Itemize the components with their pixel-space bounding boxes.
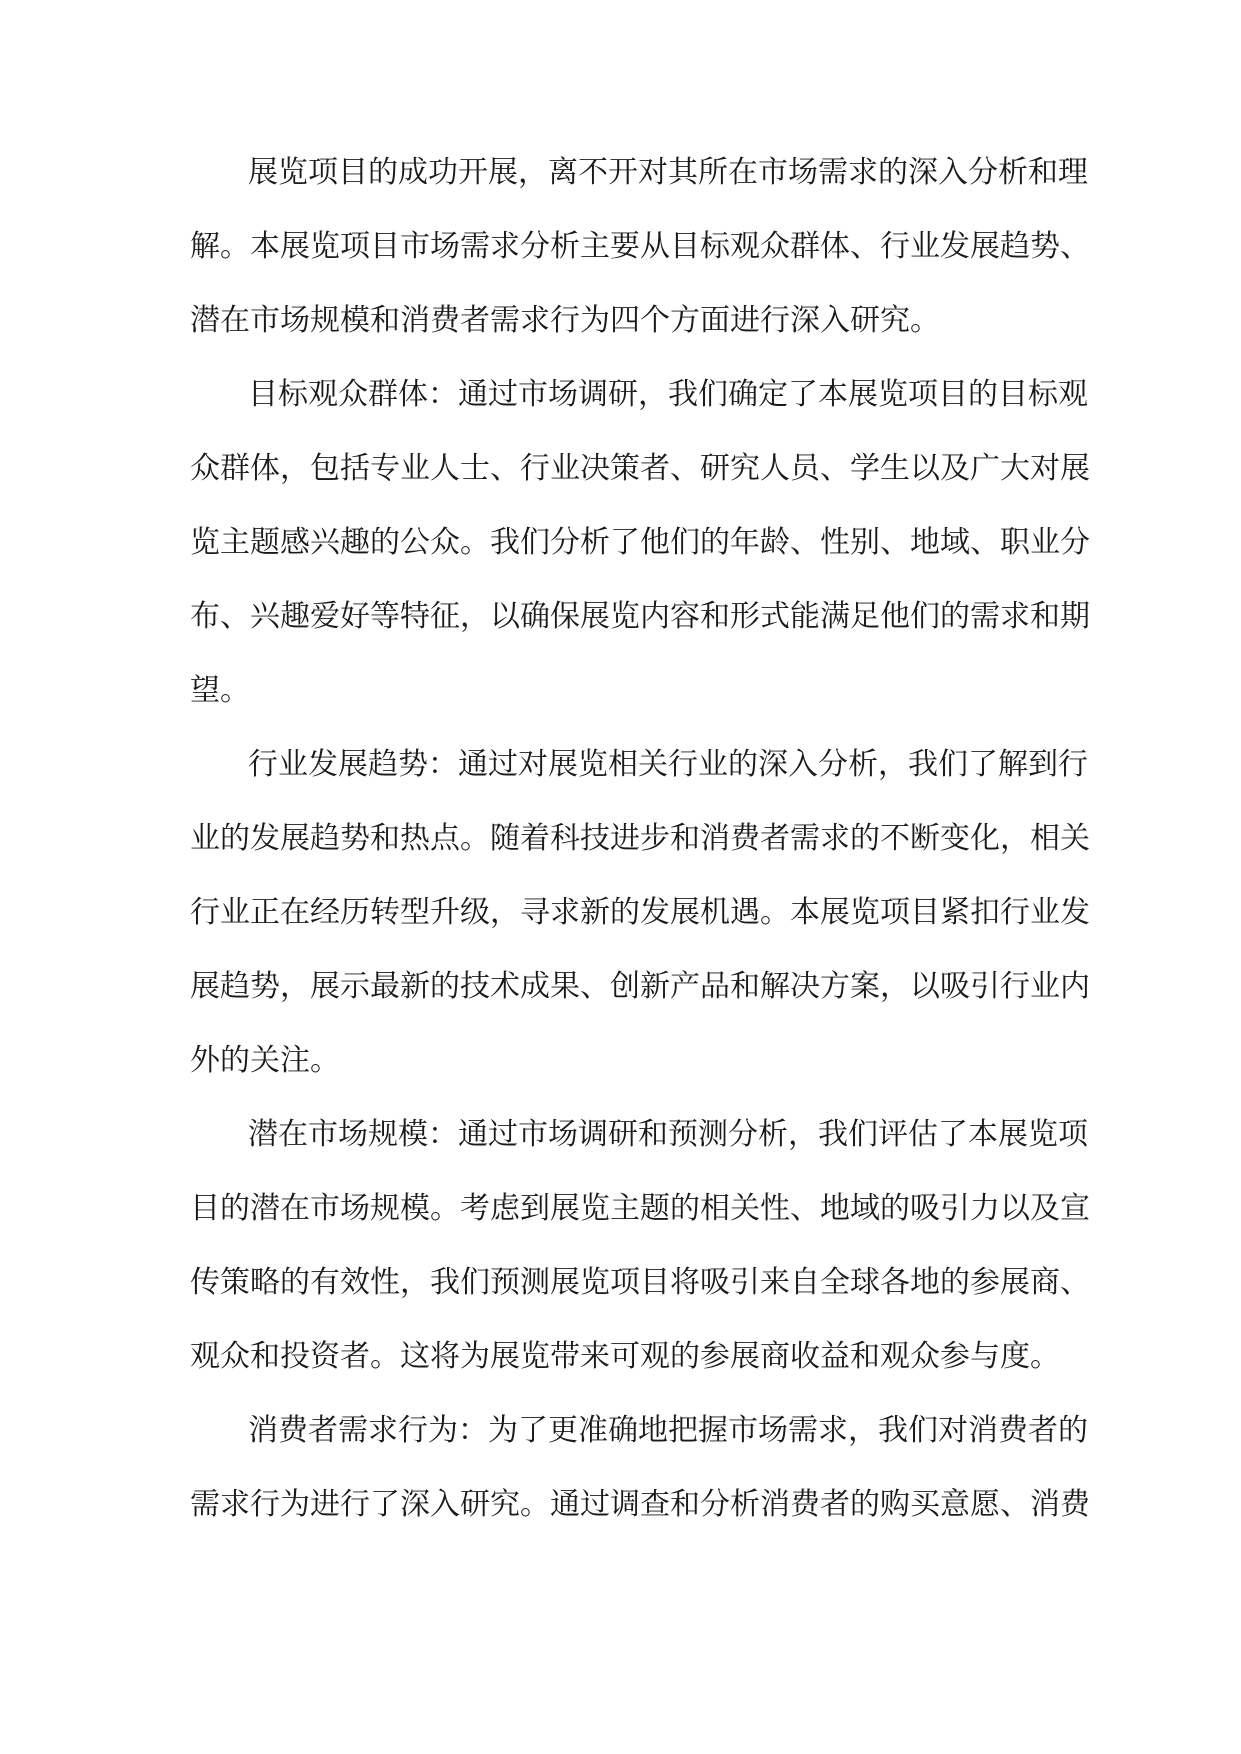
text-line: 目标观众群体：通过市场调研，我们确定了本展览项目的目标观	[248, 378, 1088, 411]
text-line: 潜在市场规模：通过市场调研和预测分析，我们评估了本展览项	[248, 1118, 1088, 1151]
text-line: 望。	[190, 674, 250, 707]
paragraph-industry-trends	[190, 740, 1090, 1110]
paragraph-market-scale	[190, 1110, 1090, 1406]
text-line: 览主题感兴趣的公众。我们分析了他们的年龄、性别、地域、职业分	[190, 526, 1090, 559]
text-line: 行业正在经历转型升级，寻求新的发展机遇。本展览项目紧扣行业发	[190, 896, 1090, 929]
text-line: 展览项目的成功开展，离不开对其所在市场需求的深入分析和理	[248, 156, 1088, 189]
text-line: 行业发展趋势：通过对展览相关行业的深入分析，我们了解到行	[248, 748, 1088, 781]
text-line: 传策略的有效性，我们预测展览项目将吸引来自全球各地的参展商、	[190, 1266, 1090, 1299]
text-line: 业的发展趋势和热点。随着科技进步和消费者需求的不断变化，相关	[190, 822, 1090, 855]
text-line: 解。本展览项目市场需求分析主要从目标观众群体、行业发展趋势、	[190, 230, 1090, 263]
text-line: 外的关注。	[190, 1044, 340, 1077]
body-text	[190, 148, 1090, 1554]
paragraph-intro	[190, 148, 1090, 370]
paragraph-target-audience	[190, 370, 1090, 740]
text-line: 观众和投资者。这将为展览带来可观的参展商收益和观众参与度。	[190, 1340, 1060, 1373]
text-line: 消费者需求行为：为了更准确地把握市场需求，我们对消费者的	[248, 1414, 1088, 1447]
text-line: 潜在市场规模和消费者需求行为四个方面进行深入研究。	[190, 304, 940, 337]
text-line: 布、兴趣爱好等特征，以确保展览内容和形式能满足他们的需求和期	[190, 600, 1090, 633]
text-line: 需求行为进行了深入研究。通过调查和分析消费者的购买意愿、消费	[190, 1488, 1090, 1521]
text-line: 目的潜在市场规模。考虑到展览主题的相关性、地域的吸引力以及宣	[190, 1192, 1090, 1225]
text-line: 展趋势，展示最新的技术成果、创新产品和解决方案，以吸引行业内	[190, 970, 1090, 1003]
text-line: 众群体，包括专业人士、行业决策者、研究人员、学生以及广大对展	[190, 452, 1090, 485]
paragraph-consumer-behavior	[190, 1406, 1090, 1554]
